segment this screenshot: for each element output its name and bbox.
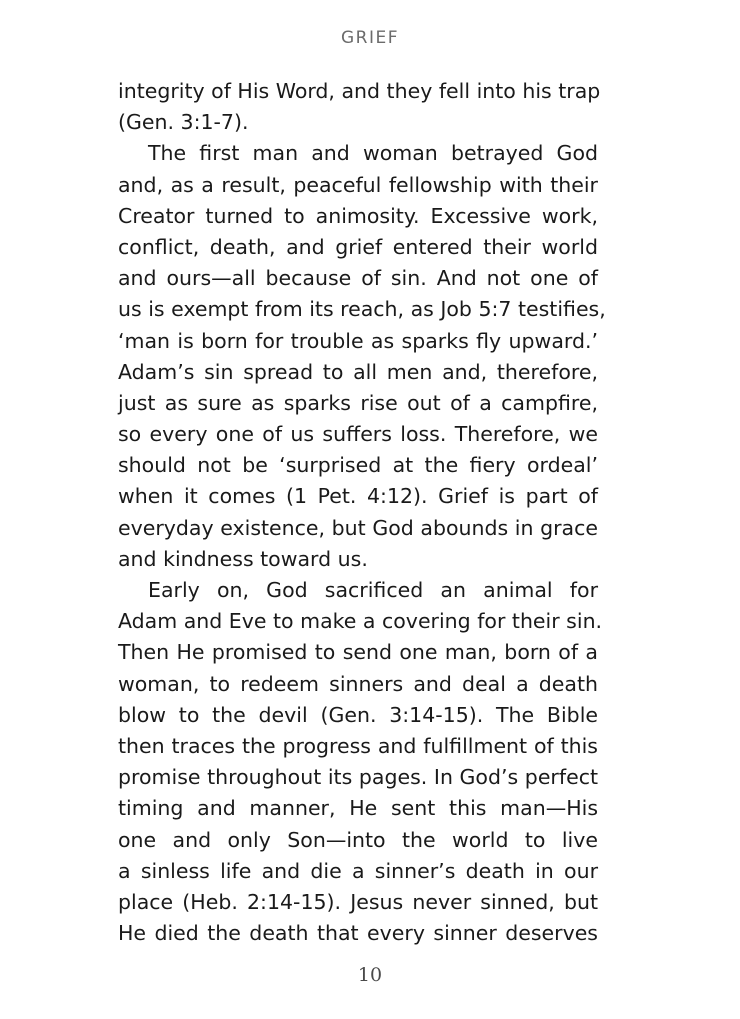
running-head: GRIEF <box>340 28 400 48</box>
text-line: ‘man is born for trouble as sparks fly upward.’ <box>118 328 598 353</box>
text-line: and, as a result, peaceful fellowship with their <box>118 172 598 197</box>
text-line: everyday existence, but God abounds in grace <box>118 515 598 540</box>
text-line: The first man and woman betrayed God <box>148 141 598 166</box>
text-line: Adam and Eve to make a covering for their sin. <box>118 609 603 634</box>
text-line: Then He promised to send one man, born of a <box>118 640 598 665</box>
text-line: Creator turned to animosity. Excessive work, <box>118 203 598 228</box>
text-line: just as sure as sparks rise out of a campfire, <box>118 390 598 415</box>
text-line: when it comes (1 Pet. 4:12). Grief is part of <box>118 484 598 509</box>
text-line: Early on, God sacrificed an animal for <box>148 578 598 602</box>
text-line: integrity of His Word, and they fell into his trap <box>118 79 601 103</box>
text-line: blow to the devil (Gen. 3:14-15). The Bible <box>118 702 598 727</box>
text-line: place (Heb. 2:14-15). Jesus never sinned, but <box>118 889 598 914</box>
text-line: then traces the progress and fulfillment of this <box>118 733 598 758</box>
text-line: woman, to redeem sinners and deal a death <box>118 671 598 696</box>
text-line: a sinless life and die a sinner’s death in our <box>118 858 598 883</box>
text-line: so every one of us suffers loss. Therefore, we <box>118 422 598 447</box>
text-line: promise throughout its pages. In God’s perfect <box>118 765 598 790</box>
text-line: us is exempt from its reach, as Job 5:7 testifies, <box>118 297 606 322</box>
text-line: one and only Son—into the world to live <box>118 827 598 852</box>
text-line: conflict, death, and grief entered their world <box>118 234 598 259</box>
text-line: timing and manner, He sent this man—His <box>118 796 598 821</box>
text-line: should not be ‘surprised at the fiery ordeal’ <box>118 453 598 478</box>
text-line: and kindness toward us. <box>118 546 368 571</box>
text-line: He died the death that every sinner deserves <box>118 921 598 946</box>
text-line: Adam’s sin spread to all men and, therefore, <box>118 359 598 384</box>
text-line: (Gen. 3:1-7). <box>118 110 249 135</box>
text-line: and ours—all because of sin. And not one of <box>118 266 598 291</box>
body-text <box>118 76 606 949</box>
page-number: 10 <box>357 964 383 986</box>
